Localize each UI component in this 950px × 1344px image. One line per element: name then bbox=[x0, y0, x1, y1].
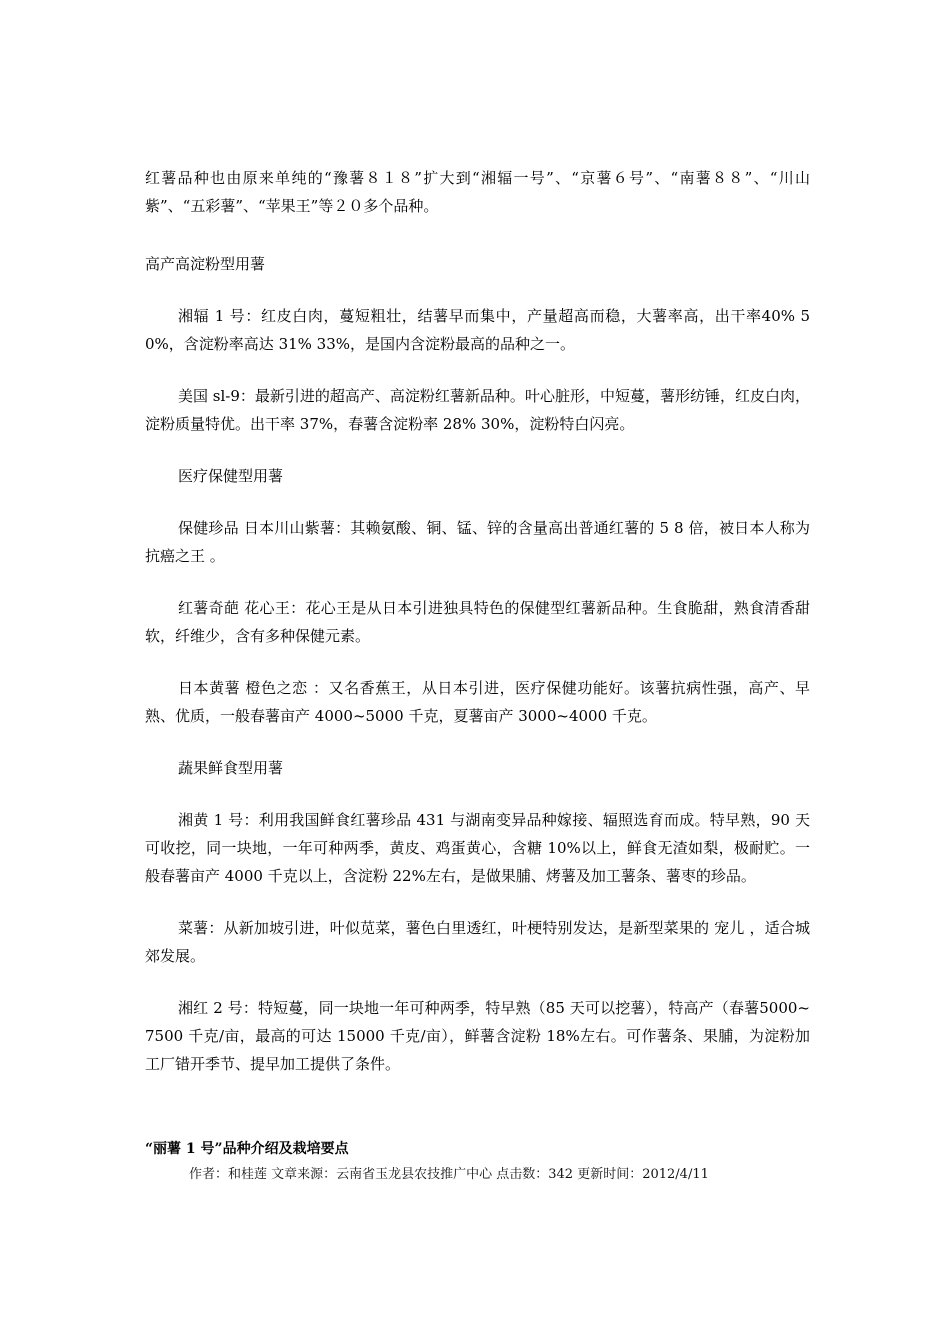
paragraph-xianghuang-1: 湘黄 1 号：利用我国鲜食红薯珍品 431 与湖南变异品种嫁接、辐照选育而成。特早熟，90 天可收挖，同一块地，一年可种两季，黄皮、鸡蛋黄心，含糖 10%以上，鲜食无渣如梨，极耐贮。一般春薯亩产 4000 千克以上，含淀粉 22%左右，是做果脯、烤薯及加工薯条、薯枣的珍品。 bbox=[145, 811, 810, 885]
paragraph-caishu: 菜薯：从新加坡引进，叶似苋菜，薯色白里透红，叶梗特别发达，是新型菜果的 宠儿 ，适合城郊发展。 bbox=[145, 919, 810, 965]
paragraph-chuanshan-purple: 保健珍品 日本川山紫薯：其赖氨酸、铜、锰、锌的含量高出普通红薯的 5 8 倍，被日本人称为 抗癌之王 。 bbox=[145, 519, 810, 565]
section-heading-health: 医疗保健型用薯 bbox=[178, 467, 284, 485]
article-meta: 作者：和桂莲 文章来源：云南省玉龙县农技推广中心 点击数：342 更新时间：2012/4/11 bbox=[189, 1167, 709, 1182]
document-body bbox=[145, 164, 810, 1186]
paragraph-huaxinwang: 红薯奇葩 花心王：花心王是从日本引进独具特色的保健型红薯新品种。生食脆甜，熟食清香甜软，纤维少，含有多种保健元素。 bbox=[145, 599, 810, 645]
paragraph-usa-sl9: 美国 sl-9：最新引进的超高产、高淀粉红薯新品种。叶心脏形，中短蔓，薯形纺锤，红皮白肉，淀粉质量特优。出干率 37%，春薯含淀粉率 28% 30%，淀粉特白闪亮。 bbox=[145, 387, 810, 433]
paragraph-xiangfu-1: 湘辐 1 号：红皮白肉，蔓短粗壮，结薯早而集中，产量超高而稳，大薯率高，出干率40% 50%，含淀粉率高达 31% 33%，是国内含淀粉最高的品种之一。 bbox=[145, 307, 810, 353]
section-heading-high-starch: 高产高淀粉型用薯 bbox=[145, 255, 266, 273]
article-title: “丽薯 1 号”品种介绍及栽培要点 bbox=[145, 1141, 349, 1157]
paragraph-orange-love: 日本黄薯 橙色之恋 ：又名香蕉王，从日本引进，医疗保健功能好。该薯抗病性强，高产、早熟、优质，一般春薯亩产 4000~5000 千克，夏薯亩产 3000~4000 千克。 bbox=[145, 679, 810, 725]
paragraph-xianghong-2: 湘红 2 号：特短蔓，同一块地一年可种两季，特早熟（85 天可以挖薯），特高产（春薯5000~7500 千克/亩，最高的可达 15000 千克/亩），鲜薯含淀粉 18%左右。可作薯条、果脯，为淀粉加工厂错开季节、提早加工提供了条件。 bbox=[145, 999, 810, 1073]
paragraph-intro: 红薯品种也由原来单纯的“豫薯８１８”扩大到“湘辐一号”、“京薯６号”、“南薯８８”、“川山紫”、“五彩薯”、“苹果王”等２０多个品种。 bbox=[145, 169, 810, 215]
section-heading-vegetable: 蔬果鲜食型用薯 bbox=[178, 759, 284, 777]
